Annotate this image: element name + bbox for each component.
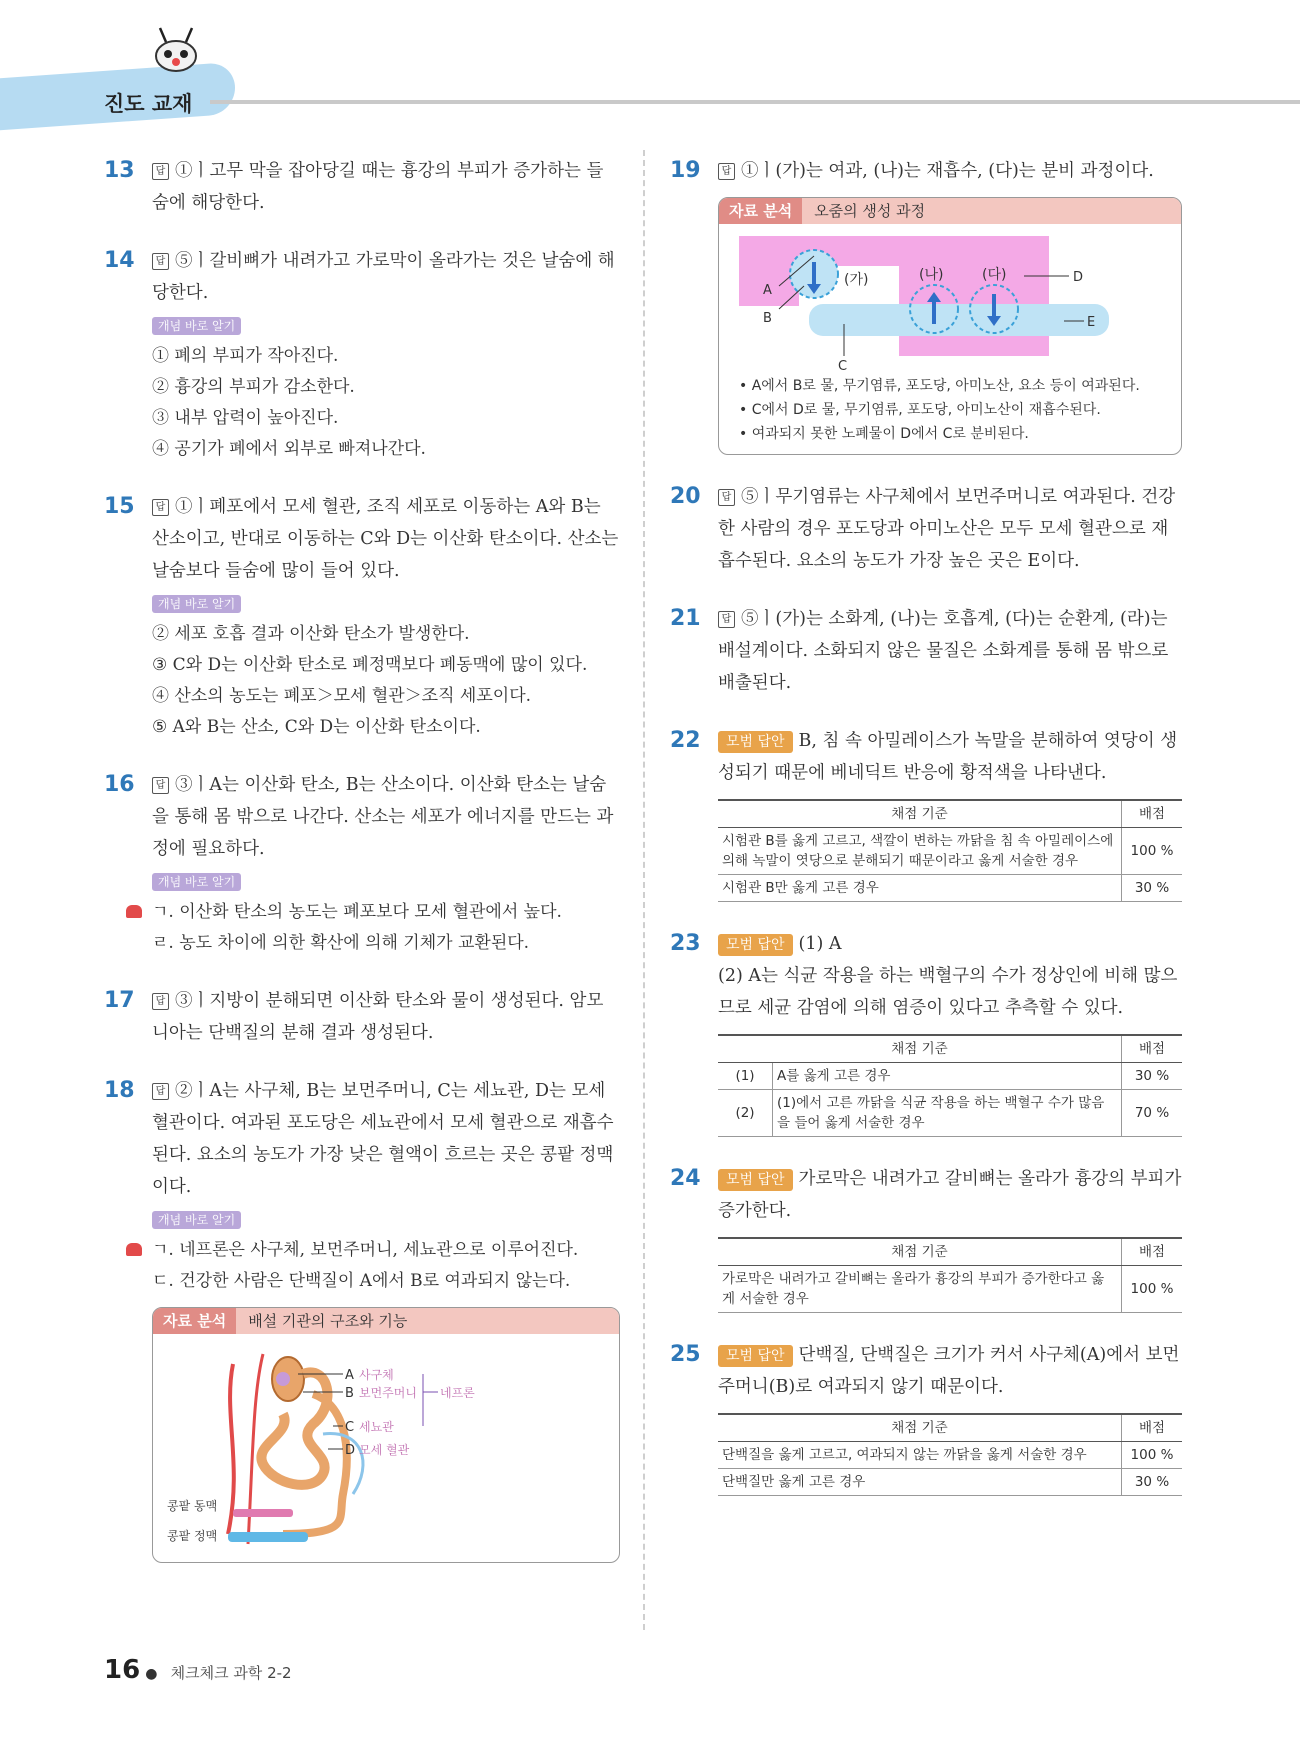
table-row — [718, 1469, 1182, 1496]
table-cell: 30 % — [1122, 1063, 1183, 1090]
scoring-table — [718, 799, 1182, 902]
table-header: 배점 — [1122, 1035, 1183, 1063]
list-item: ① 폐의 부피가 작아진다. — [152, 346, 339, 366]
data-tag: 자료 분석 — [719, 198, 802, 224]
question-13 — [104, 155, 620, 219]
answer-text: ⑤ㅣ갈비뼈가 내려가고 가로막이 올라가는 것은 날숨에 해당한다. — [152, 251, 615, 303]
svg-text:사구체: 사구체 — [359, 1368, 394, 1382]
page-number: 16 — [104, 1655, 141, 1685]
question-16 — [104, 769, 620, 959]
question-number: 19 — [670, 158, 701, 183]
table-header: 채점 기준 — [718, 1035, 1122, 1063]
answer-text: ⑤ㅣ(가)는 소화계, (나)는 호흡계, (다)는 순환계, (라)는 배설계이다. 소화되지 않은 물질은 소화계를 통해 몸 밖으로 배출된다. — [718, 609, 1169, 693]
urine-formation-diagram — [719, 224, 1179, 374]
answer-icon: 답 — [152, 253, 169, 270]
question-22 — [670, 725, 1182, 902]
table-cell: 30 % — [1122, 1469, 1183, 1496]
list-item: ㄹ. 농도 차이에 의한 확산에 의해 기체가 교환된다. — [152, 933, 530, 953]
table-header: 배점 — [1122, 1238, 1183, 1266]
urine-formation-box — [718, 197, 1182, 455]
answer-text: B, 침 속 아밀레이스가 녹말을 분해하여 엿당이 생성되기 때문에 베네딕트 반응에 황적색을 나타낸다. — [718, 731, 1178, 783]
question-number: 23 — [670, 931, 701, 956]
concept-badge: 개념 바로 알기 — [152, 317, 241, 335]
bullet-item: • 여과되지 못한 노폐물이 D에서 C로 분비된다. — [739, 426, 1029, 442]
table-header: 채점 기준 — [718, 1238, 1122, 1266]
svg-text:콩팥 정맥: 콩팥 정맥 — [167, 1529, 218, 1543]
table-row — [718, 1442, 1182, 1469]
answer-text: ③ㅣA는 이산화 탄소, B는 산소이다. 이산화 탄소는 날숨을 통해 몸 밖으로 나간다. 산소는 세포가 에너지를 만드는 과정에 필요하다. — [152, 775, 614, 859]
svg-text:(다): (다) — [982, 267, 1007, 283]
book-title: 체크체크 과학 2-2 — [170, 1664, 292, 1682]
question-number: 24 — [670, 1166, 701, 1191]
list-item-text: ㄱ. 네프론은 사구체, 보먼주머니, 세뇨관으로 이루어진다. — [152, 1240, 579, 1260]
nephron-diagram — [153, 1334, 613, 1554]
left-column — [104, 155, 620, 1589]
svg-text:C: C — [345, 1420, 355, 1435]
scoring-table — [718, 1413, 1182, 1496]
question-15 — [104, 491, 620, 743]
list-item — [152, 1235, 620, 1266]
scoring-table — [718, 1237, 1182, 1313]
svg-text:B: B — [763, 311, 772, 326]
question-number: 17 — [104, 988, 135, 1013]
answer-text: ①ㅣ폐포에서 모세 혈관, 조직 세포로 이동하는 A와 B는 산소이고, 반대로 이동하는 C와 D는 이산화 탄소이다. 산소는 날숨보다 들숨에 많이 들어 있다. — [152, 497, 619, 581]
question-number: 16 — [104, 772, 135, 797]
data-box-title: 오줌의 생성 과정 — [814, 202, 926, 220]
answer-text: ③ㅣ지방이 분해되면 이산화 탄소와 물이 생성된다. 암모니아는 단백질의 분해 결과 생성된다. — [152, 991, 604, 1043]
model-answer-badge: 모범 답안 — [718, 1169, 793, 1191]
table-header: 배점 — [1122, 800, 1183, 828]
answer-text: ①ㅣ고무 막을 잡아당길 때는 흉강의 부피가 증가하는 들숨에 해당한다. — [152, 161, 604, 213]
question-number: 22 — [670, 728, 701, 753]
model-answer-badge: 모범 답안 — [718, 731, 793, 753]
list-item: ② 세포 호흡 결과 이산화 탄소가 발생한다. — [152, 624, 470, 644]
question-17 — [104, 985, 620, 1049]
question-number: 21 — [670, 606, 701, 631]
answer-icon: 답 — [718, 489, 735, 506]
question-number: 15 — [104, 494, 135, 519]
column-divider — [643, 150, 645, 1630]
table-cell: 시험관 B만 옳게 고른 경우 — [718, 875, 1122, 902]
data-bullets — [719, 374, 1181, 446]
list-item — [152, 897, 620, 928]
right-column — [670, 155, 1182, 1522]
table-cell: 단백질만 옳게 고른 경우 — [718, 1469, 1122, 1496]
answer-text: ①ㅣ(가)는 여과, (나)는 재흡수, (다)는 분비 과정이다. — [741, 161, 1154, 181]
svg-text:네프론: 네프론 — [440, 1386, 475, 1400]
answer-text: ②ㅣA는 사구체, B는 보먼주머니, C는 세뇨관, D는 모세 혈관이다. 여과된 포도당은 세뇨관에서 모세 혈관으로 재흡수된다. 요소의 농도가 가장 낮은 혈액이 흐르는 곳은 콩팥 정맥이다. — [152, 1081, 614, 1197]
answer-text: 가로막은 내려가고 갈비뼈는 올라가 흉강의 부피가 증가한다. — [718, 1169, 1182, 1221]
data-box-header — [153, 1308, 619, 1334]
answer-icon: 답 — [152, 499, 169, 516]
table-cell: A를 옳게 고른 경우 — [773, 1063, 1122, 1090]
table-cell: (2) — [718, 1090, 773, 1137]
table-row — [718, 875, 1182, 902]
data-box-title: 배설 기관의 구조와 기능 — [248, 1312, 408, 1330]
list-item: ④ 산소의 농도는 폐포＞모세 혈관＞조직 세포이다. — [152, 686, 532, 706]
list-item-text: ㄱ. 이산화 탄소의 농도는 폐포보다 모세 혈관에서 높다. — [152, 902, 562, 922]
list-item: ④ 공기가 폐에서 외부로 빠져나간다. — [152, 439, 426, 459]
data-tag: 자료 분석 — [153, 1308, 236, 1334]
table-cell: 가로막은 내려가고 갈비뼈는 올라가 흉강의 부피가 증가한다고 옳게 서술한 경우 — [718, 1266, 1122, 1313]
question-18 — [104, 1075, 620, 1563]
svg-text:C: C — [838, 359, 848, 374]
answer-icon: 답 — [718, 163, 735, 180]
svg-text:(나): (나) — [919, 267, 944, 283]
table-row — [718, 1266, 1182, 1313]
nephron-data-box — [152, 1307, 620, 1563]
question-number: 13 — [104, 158, 135, 183]
scoring-table — [718, 1034, 1182, 1137]
concept-badge: 개념 바로 알기 — [152, 1211, 241, 1229]
svg-text:D: D — [345, 1443, 356, 1458]
table-header: 채점 기준 — [718, 800, 1122, 828]
question-24 — [670, 1163, 1182, 1313]
concept-badge: 개념 바로 알기 — [152, 873, 241, 891]
table-cell: (1)에서 고른 까닭을 식균 작용을 하는 백혈구 수가 많음을 들어 옳게 서술한 경우 — [773, 1090, 1122, 1137]
bullet-item: • C에서 D로 물, 무기염류, 포도당, 아미노산이 재흡수된다. — [739, 402, 1101, 418]
svg-text:B: B — [345, 1386, 354, 1401]
answer-text: (2) A는 식균 작용을 하는 백혈구의 수가 정상인에 비해 많으므로 세균 감염에 의해 염증이 있다고 추측할 수 있다. — [718, 966, 1178, 1018]
table-cell: (1) — [718, 1063, 773, 1090]
table-row — [718, 1063, 1182, 1090]
answer-icon: 답 — [152, 163, 169, 180]
question-number: 18 — [104, 1078, 135, 1103]
answer-icon: 답 — [152, 993, 169, 1010]
table-cell: 시험관 B를 옳게 고르고, 색깔이 변하는 까닭을 침 속 아밀레이스에 의해 녹말이 엿당으로 분해되기 때문이라고 옳게 서술한 경우 — [718, 828, 1122, 875]
answer-text: ⑤ㅣ무기염류는 사구체에서 보먼주머니로 여과된다. 건강한 사람의 경우 포도당과 아미노산은 모두 모세 혈관으로 재흡수된다. 요소의 농도가 가장 높은 곳은 E이다. — [718, 487, 1176, 571]
svg-text:A: A — [345, 1368, 354, 1383]
table-header: 채점 기준 — [718, 1414, 1122, 1442]
svg-text:모세 혈관: 모세 혈관 — [359, 1443, 410, 1457]
question-number: 25 — [670, 1342, 701, 1367]
data-box-header — [719, 198, 1181, 224]
table-cell: 단백질을 옳게 고르고, 여과되지 않는 까닭을 옳게 서술한 경우 — [718, 1442, 1122, 1469]
list-item: ② 흉강의 부피가 감소한다. — [152, 377, 355, 397]
table-header: 배점 — [1122, 1414, 1183, 1442]
caution-icon — [126, 1243, 142, 1256]
question-19 — [670, 155, 1182, 455]
answer-text: 단백질, 단백질은 크기가 커서 사구체(A)에서 보먼주머니(B)로 여과되지 않기 때문이다. — [718, 1345, 1180, 1397]
table-row — [718, 1090, 1182, 1137]
question-25 — [670, 1339, 1182, 1496]
question-23 — [670, 928, 1182, 1137]
table-cell: 30 % — [1122, 875, 1183, 902]
page-footer — [104, 1655, 292, 1685]
svg-text:E: E — [1087, 315, 1096, 330]
answer-text: (1) A — [798, 934, 842, 954]
table-row — [718, 828, 1182, 875]
answer-icon: 답 — [718, 611, 735, 628]
table-cell: 100 % — [1122, 828, 1183, 875]
caution-icon — [126, 905, 142, 918]
model-answer-badge: 모범 답안 — [718, 1345, 793, 1367]
question-number: 20 — [670, 484, 701, 509]
concept-badge: 개념 바로 알기 — [152, 595, 241, 613]
svg-text:(가): (가) — [844, 272, 869, 288]
question-21 — [670, 603, 1182, 699]
list-item: ㄷ. 건강한 사람은 단백질이 A에서 B로 여과되지 않는다. — [152, 1271, 571, 1291]
bullet-dot-icon: ● — [145, 1666, 158, 1682]
table-cell: 100 % — [1122, 1442, 1183, 1469]
table-cell: 70 % — [1122, 1090, 1183, 1137]
bug-mascot-icon — [148, 24, 204, 74]
question-20 — [670, 481, 1182, 577]
list-item: ③ C와 D는 이산화 탄소로 폐정맥보다 폐동맥에 많이 있다. — [152, 655, 588, 675]
list-item: ③ 내부 압력이 높아진다. — [152, 408, 339, 428]
list-item: ⑤ A와 B는 산소, C와 D는 이산화 탄소이다. — [152, 717, 481, 737]
answer-icon: 답 — [152, 1083, 169, 1100]
svg-text:보먼주머니: 보먼주머니 — [359, 1386, 417, 1400]
svg-text:A: A — [763, 283, 772, 298]
svg-text:D: D — [1073, 270, 1084, 285]
answer-icon: 답 — [152, 777, 169, 794]
header-rule — [210, 100, 1300, 104]
bullet-item: • A에서 B로 물, 무기염류, 포도당, 아미노산, 요소 등이 여과된다. — [739, 378, 1140, 394]
question-14 — [104, 245, 620, 465]
model-answer-badge: 모범 답안 — [718, 934, 793, 956]
svg-text:콩팥 동맥: 콩팥 동맥 — [167, 1499, 218, 1513]
page-section-title: 진도 교재 — [104, 92, 193, 116]
svg-text:세뇨관: 세뇨관 — [359, 1420, 394, 1434]
question-number: 14 — [104, 248, 135, 273]
table-cell: 100 % — [1122, 1266, 1183, 1313]
